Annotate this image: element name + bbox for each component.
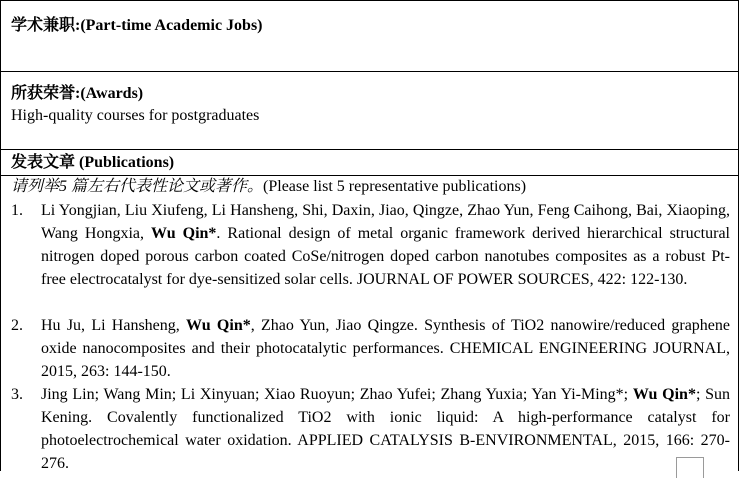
publication-number: 1. [11, 202, 23, 219]
awards-text: High-quality courses for postgraduates [11, 107, 260, 124]
publication-item-2 [11, 314, 730, 383]
instruction-english: (Please list 5 representative publications) [263, 178, 527, 195]
publication-details: Synthesis of TiO2 nanowire/reduced graphene oxide nanocomposites and their photocatalytic performances. CHEMICAL ENGINEERING JOURNAL, 2015, 263: 144-150. [41, 317, 730, 380]
publication-authors: Hu Ju, Li Hansheng, [41, 317, 187, 334]
publication-citation [41, 383, 730, 475]
publication-number: 3. [11, 386, 23, 403]
corresponding-author: Wu Qin* [186, 317, 251, 334]
divider-publications-header [0, 175, 738, 176]
publication-details: Covalently functionalized TiO2 with ionic liquid: A high-performance catalyst for photoelectrochemical water oxidation. APPLIED CATALYSIS B-ENVIRONMENTAL, 2015, 166: 270-276. [41, 409, 730, 472]
publication-authors: Li Yongjian, Liu Xiufeng, Li Hansheng, Shi, Daxin, Jiao, Qingze, Zhao Yun, Feng Caihong, Bai, Xiaoping, Wang Hongxia, [41, 202, 730, 242]
publication-citation [41, 199, 730, 291]
corresponding-author: Wu Qin* [632, 386, 696, 403]
publication-citation [41, 314, 730, 383]
part-time-jobs-heading: 学术兼职:(Part-time Academic Jobs) [11, 17, 263, 34]
publication-number: 2. [11, 317, 23, 334]
publication-authors-tail: , Zhao Yun, Jiao Qingze. [250, 317, 418, 334]
divider-awards-publications [0, 149, 738, 150]
page-corner-box [676, 457, 704, 478]
awards-heading: 所获荣誉:(Awards) [11, 85, 144, 102]
corresponding-author: Wu Qin* [151, 225, 217, 242]
publication-authors: Jing Lin; Wang Min; Li Xinyuan; Xiao Ruoyun; Zhao Yufei; Zhang Yuxia; Yan Yi-Ming*; [41, 386, 633, 403]
publication-details: Rational design of metal organic framework derived hierarchical structural nitrogen doped porous carbon coated CoSe/nitrogen doped carbon nanotubes composites as a robust Pt-free electrocatalyst for dye-sensitized solar cells. JOURNAL OF POWER SOURCES, 422: 122-130. [41, 225, 731, 288]
divider-jobs-awards [0, 71, 738, 72]
publications-heading: 发表文章 (Publications) [11, 154, 175, 171]
publication-authors-tail: ; Sun Kening. [41, 386, 731, 426]
top-border [0, 0, 738, 1]
publication-item-3 [11, 383, 730, 475]
publications-instruction [11, 177, 526, 197]
publication-authors-tail: . [216, 225, 221, 242]
publication-item-1 [11, 199, 730, 291]
instruction-chinese: 请列举5 篇左右代表性论文或著作。 [11, 178, 264, 195]
